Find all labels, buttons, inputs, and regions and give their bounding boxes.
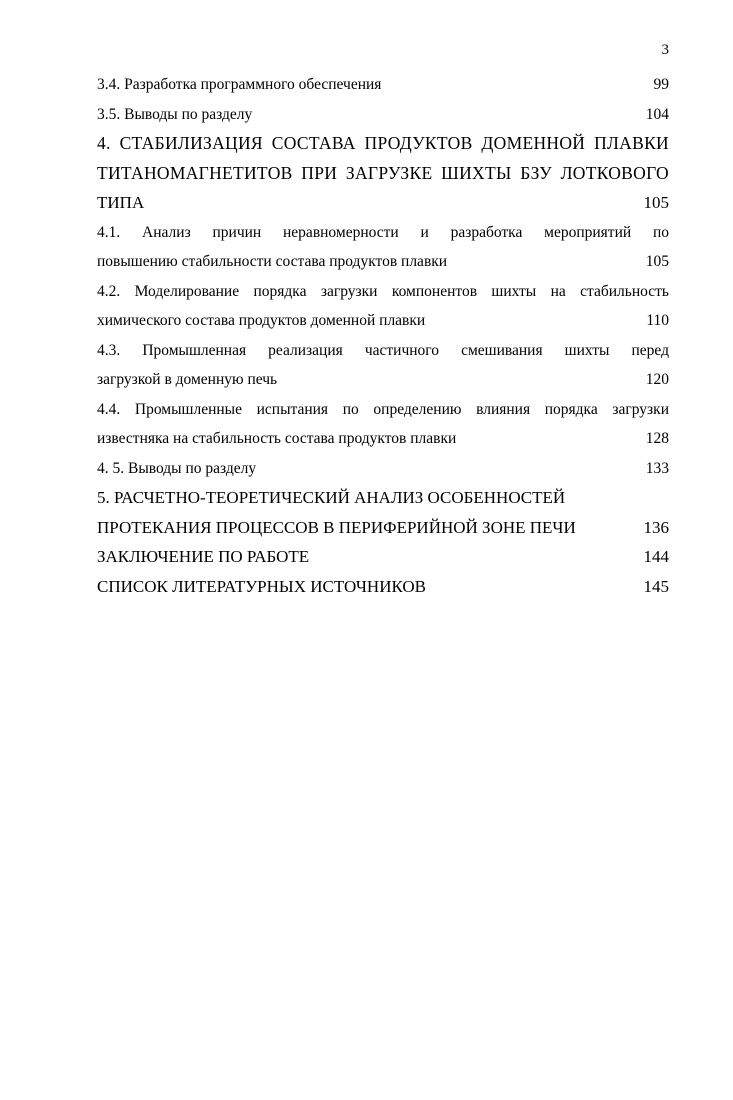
toc-entry-4[interactable] <box>97 129 669 218</box>
toc-entry-title-line: повышению стабильности состава продуктов плавки <box>97 253 448 270</box>
toc-entry-page: 110 <box>646 312 669 329</box>
toc-entry-references[interactable] <box>97 572 669 602</box>
toc-entry-page: 133 <box>645 459 669 477</box>
toc-entry-title-line: загрузкой в доменную печь <box>97 371 278 388</box>
toc-entry-title-line: 4.4. Промышленные испытания по определению влияния порядка загрузки <box>97 400 669 418</box>
toc-entry-title-line: 4.2. Моделирование порядка загрузки компонентов шихты на стабильность <box>97 282 669 300</box>
toc-entry-page: 144 <box>643 547 669 566</box>
toc-entry-title-line: ТИПА <box>97 193 145 212</box>
toc-entry-4-3[interactable] <box>97 336 669 395</box>
table-of-contents <box>97 70 669 601</box>
toc-entry-title-line: ТИТАНОМАГНЕТИТОВ ПРИ ЗАГРУЗКЕ ШИХТЫ БЗУ ЛОТКОВОГО <box>97 162 669 183</box>
toc-entry-page: 105 <box>645 253 669 270</box>
toc-entry-title-line: 4.3. Промышленная реализация частичного смешивания шихты перед <box>97 341 669 359</box>
toc-entry-5[interactable] <box>97 483 669 542</box>
toc-entry-title: 4. 5. Выводы по разделу <box>97 459 257 477</box>
toc-entry-3-5[interactable] <box>97 100 669 130</box>
toc-entry-page: 136 <box>643 517 669 537</box>
toc-entry-3-4[interactable] <box>97 70 669 100</box>
toc-entry-conclusion[interactable] <box>97 542 669 572</box>
toc-entry-page: 145 <box>643 576 669 596</box>
toc-entry-4-2[interactable] <box>97 277 669 336</box>
toc-entry-title-line: 5. РАСЧЕТНО-ТЕОРЕТИЧЕСКИЙ АНАЛИЗ ОСОБЕННОСТЕЙ <box>97 488 566 507</box>
toc-entry-page: 120 <box>645 371 669 388</box>
toc-entry-title: СПИСОК ЛИТЕРАТУРНЫХ ИСТОЧНИКОВ <box>97 576 427 596</box>
page-number: 3 <box>661 42 669 58</box>
toc-entry-4-1[interactable] <box>97 218 669 277</box>
toc-entry-title-line: ПРОТЕКАНИЯ ПРОЦЕССОВ В ПЕРИФЕРИЙНОЙ ЗОНЕ ПЕЧИ <box>97 517 576 537</box>
toc-entry-title: 3.4. Разработка программного обеспечения <box>97 76 382 93</box>
toc-entry-4-5[interactable] <box>97 454 669 484</box>
toc-entry-title: 3.5. Выводы по разделу <box>97 105 253 123</box>
toc-entry-page: 104 <box>645 105 669 123</box>
toc-entry-page: 105 <box>643 193 669 212</box>
toc-entry-title: ЗАКЛЮЧЕНИЕ ПО РАБОТЕ <box>97 547 310 566</box>
toc-entry-page: 99 <box>653 76 669 93</box>
toc-entry-title-line: 4. СТАБИЛИЗАЦИЯ СОСТАВА ПРОДУКТОВ ДОМЕННОЙ ПЛАВКИ <box>97 133 669 153</box>
toc-entry-title-line: химического состава продуктов доменной плавки <box>97 312 426 329</box>
toc-entry-4-4[interactable] <box>97 395 669 454</box>
toc-entry-title-line: 4.1. Анализ причин неравномерности и разработка мероприятий по <box>97 223 669 241</box>
toc-entry-page: 128 <box>645 430 669 447</box>
toc-entry-title-line: известняка на стабильность состава продуктов плавки <box>97 430 457 447</box>
